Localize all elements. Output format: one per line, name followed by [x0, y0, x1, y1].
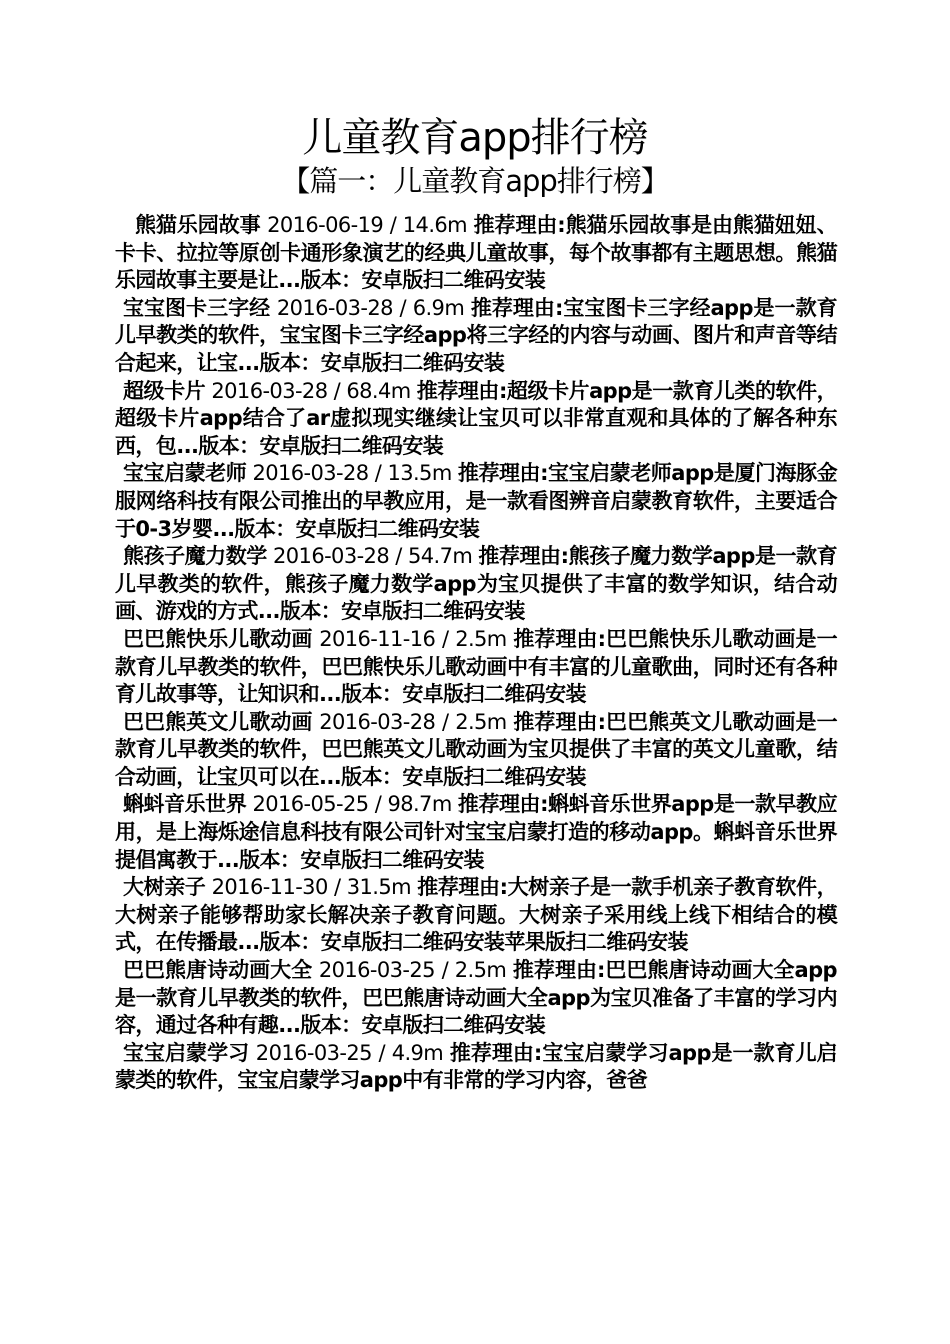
reason-label: 推荐理由:: [478, 544, 569, 569]
app-meta: 2016-03-28 / 2.5m: [312, 709, 514, 734]
list-item: [115, 626, 837, 709]
app-name: 巴巴熊唐诗动画大全: [123, 958, 313, 983]
app-description: 蝌蚪音乐世界app是一款早教应用，是上海烁途信息科技有限公司针对宝宝启蒙打造的移动app。蝌蚪音乐世界提倡寓教于...版本：安卓版扫二维码安装: [115, 792, 838, 872]
app-name: 超级卡片: [123, 378, 206, 403]
list-item: [115, 543, 837, 626]
list-item: [115, 874, 837, 957]
app-description: 宝宝图卡三字经app是一款育儿早教类的软件，宝宝图卡三字经app将三字经的内容与动画、图片和声音等结合起来，让宝...版本：安卓版扫二维码安装: [115, 295, 837, 375]
reason-label: 推荐理由:: [513, 709, 606, 734]
app-name: 熊猫乐园故事: [135, 213, 261, 237]
app-name: 蝌蚪音乐世界: [123, 792, 247, 817]
app-meta: 2016-03-25 / 4.9m: [249, 1040, 450, 1065]
reason-label: 推荐理由:: [457, 461, 548, 486]
app-name: 熊孩子魔力数学: [123, 544, 267, 569]
app-description: 巴巴熊唐诗动画大全app是一款育儿早教类的软件，巴巴熊唐诗动画大全app为宝贝准备了丰富的学习内容，通过各种有趣...版本：安卓版扫二维码安装: [115, 958, 837, 1038]
app-ranking-list: [115, 212, 837, 1095]
reason-label: 推荐理由:: [416, 378, 507, 403]
list-item: [115, 212, 837, 295]
app-description: 宝宝启蒙老师app是厦门海豚金服网络科技有限公司推出的早教应用，是一款看图辨音启蒙教育软件，主要适合于0-3岁婴...版本：安卓版扫二维码安装: [115, 461, 838, 541]
app-name: 巴巴熊英文儿歌动画: [123, 709, 313, 734]
app-description: 熊猫乐园故事是由熊猫妞妞、卡卡、拉拉等原创卡通形象演艺的经典儿童故事，每个故事都有主题思想。熊猫乐园故事主要是让...版本：安卓版扫二维码安装: [115, 213, 837, 293]
list-item: [115, 460, 837, 543]
app-meta: 2016-11-30 / 31.5m: [205, 875, 418, 900]
app-meta: 2016-06-19 / 14.6m: [260, 213, 474, 237]
list-item: [115, 378, 837, 461]
app-name: 巴巴熊快乐儿歌动画: [123, 626, 313, 651]
app-description: 巴巴熊英文儿歌动画是一款育儿早教类的软件，巴巴熊英文儿歌动画为宝贝提供了丰富的英文儿童歌，结合动画，让宝贝可以在...版本：安卓版扫二维码安装: [115, 709, 837, 789]
app-description: 超级卡片app是一款育儿类的软件，超级卡片app结合了ar虚拟现实继续让宝贝可以非常直观和具体的了解各种东西，包...版本：安卓版扫二维码安装: [115, 378, 837, 458]
app-meta: 2016-03-25 / 2.5m: [312, 958, 513, 983]
app-description: 宝宝启蒙学习app是一款育儿启蒙类的软件，宝宝启蒙学习app中有非常的学习内容，爸爸: [115, 1040, 837, 1093]
app-meta: 2016-03-28 / 54.7m: [266, 544, 479, 569]
reason-label: 推荐理由:: [457, 792, 548, 817]
list-item: [115, 791, 837, 874]
reason-label: 推荐理由:: [513, 626, 606, 651]
app-name: 宝宝图卡三字经: [123, 295, 271, 320]
list-item: [115, 957, 837, 1040]
app-description: 巴巴熊快乐儿歌动画是一款育儿早教类的软件，巴巴熊快乐儿歌动画中有丰富的儿童歌曲，同时还有各种育儿故事等，让知识和...版本：安卓版扫二维码安装: [115, 626, 837, 707]
app-meta: 2016-03-28 / 68.4m: [205, 378, 417, 403]
app-meta: 2016-03-28 / 13.5m: [246, 461, 458, 486]
list-item: [115, 295, 837, 378]
reason-label: 推荐理由:: [512, 958, 605, 983]
list-item: [115, 1040, 837, 1095]
app-description: 大树亲子是一款手机亲子教育软件，大树亲子能够帮助家长解决亲子教育问题。大树亲子采用线上线下相结合的模式，在传播最...版本：安卓版扫二维码安装苹果版扫二维码安装: [115, 875, 837, 955]
app-meta: 2016-03-28 / 6.9m: [270, 295, 471, 320]
reason-label: 推荐理由:: [470, 295, 563, 320]
app-meta: 2016-11-16 / 2.5m: [312, 626, 514, 651]
reason-label: 推荐理由:: [417, 875, 508, 900]
app-meta: 2016-05-25 / 98.7m: [246, 792, 458, 817]
app-name: 宝宝启蒙学习: [123, 1040, 250, 1065]
app-description: 熊孩子魔力数学app是一款育儿早教类的软件，熊孩子魔力数学app为宝贝提供了丰富的数学知识，结合动画、游戏的方式...版本：安卓版扫二维码安装: [115, 544, 837, 624]
document-title: 儿童教育app排行榜: [302, 115, 648, 161]
app-name: 宝宝启蒙老师: [123, 461, 247, 486]
app-name: 大树亲子: [123, 875, 206, 900]
list-item: [115, 709, 837, 792]
reason-label: 推荐理由:: [473, 213, 566, 237]
document-subtitle: 【篇一：儿童教育app排行榜】: [281, 164, 669, 198]
reason-label: 推荐理由:: [449, 1040, 542, 1065]
